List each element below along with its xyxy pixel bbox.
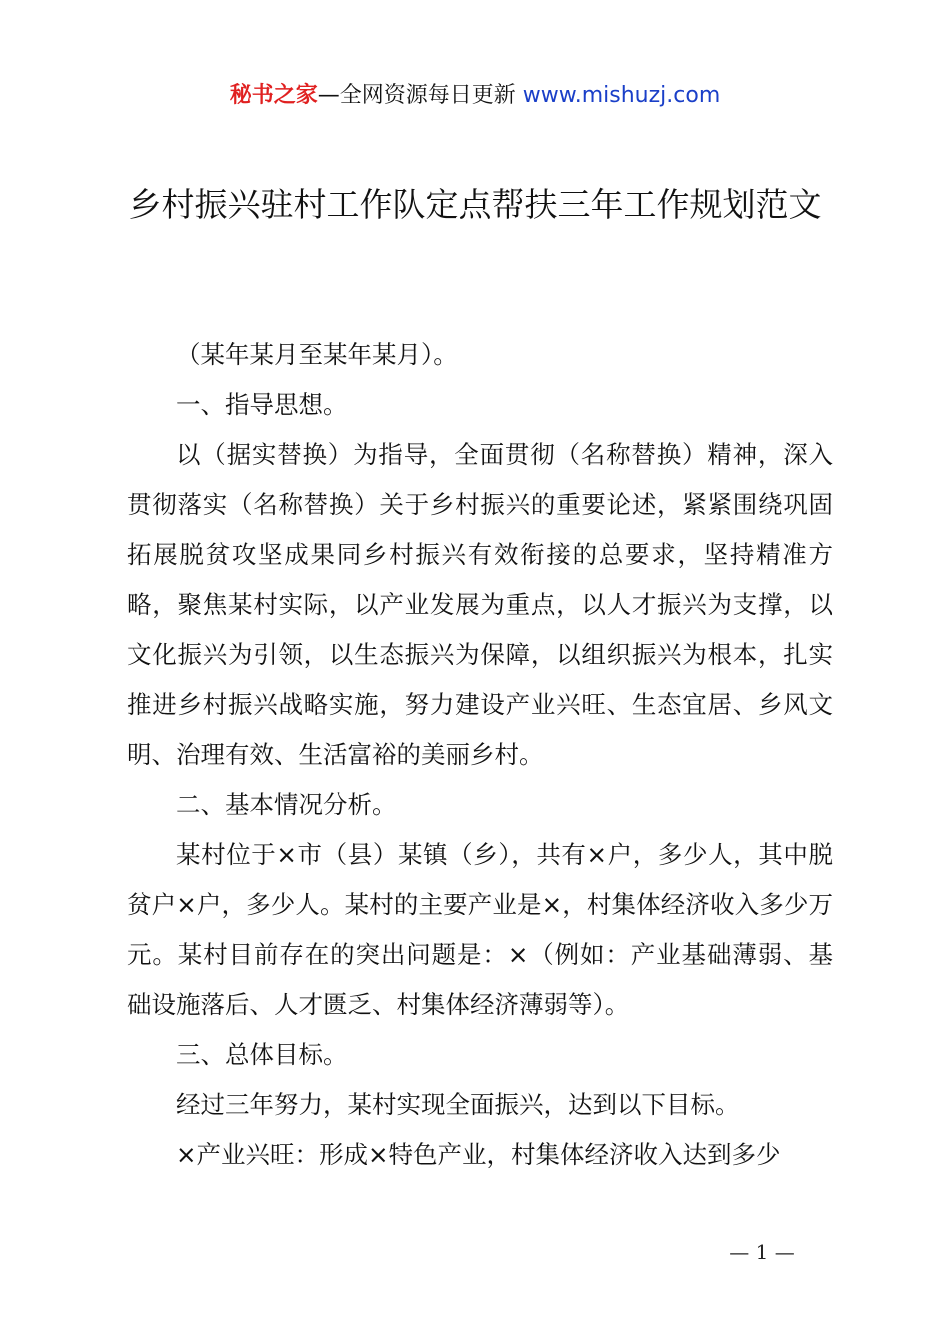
paragraph-guiding-ideology: 以（据实替换）为指导，全面贯彻（名称替换）精神，深入贯彻落实（名称替换）关于乡村振兴的重要论述，紧紧围绕巩固拓展脱贫攻坚成果同乡村振兴有效衔接的总要求，坚持精准方略，聚焦某村实际，以产业发展为重点，以人才振兴为支撑，以文化振兴为引领，以生态振兴为保障，以组织振兴为根本，扎实推进乡村振兴战略实施，努力建设产业兴旺、生态宜居、乡风文明、治理有效、生活富裕的美丽乡村。 (127, 440, 833, 769)
heading-overall-goals: 三、总体目标。 (176, 1040, 348, 1069)
site-header (0, 78, 950, 114)
document-title: 乡村振兴驻村工作队定点帮扶三年工作规划范文 (128, 185, 822, 224)
heading-guiding-ideology: 一、指导思想。 (176, 390, 348, 419)
paragraph-period: （某年某月至某年某月）。 (176, 340, 458, 369)
site-tagline: —全网资源每日更新 (317, 83, 516, 108)
paragraph-situation-analysis: 某村位于×市（县）某镇（乡），共有×户，多少人，其中脱贫户×户，多少人。某村的主要产业是×，村集体经济收入多少万元。某村目前存在的突出问题是：×（例如：产业基础薄弱、基础设施落后、人才匮乏、村集体经济薄弱等）。 (127, 840, 833, 1019)
heading-situation-analysis: 二、基本情况分析。 (176, 790, 397, 819)
paragraph-overall-goals: 经过三年努力，某村实现全面振兴，达到以下目标。 (176, 1090, 740, 1119)
paragraph-industry-goal: ×产业兴旺：形成×特色产业，村集体经济收入达到多少 (176, 1140, 781, 1169)
site-brand: 秘书之家 (229, 83, 318, 108)
document-body (127, 330, 833, 1180)
page-number: — 1 — (729, 1240, 795, 1264)
site-url-link[interactable]: www.mishuzj.com (522, 83, 721, 108)
